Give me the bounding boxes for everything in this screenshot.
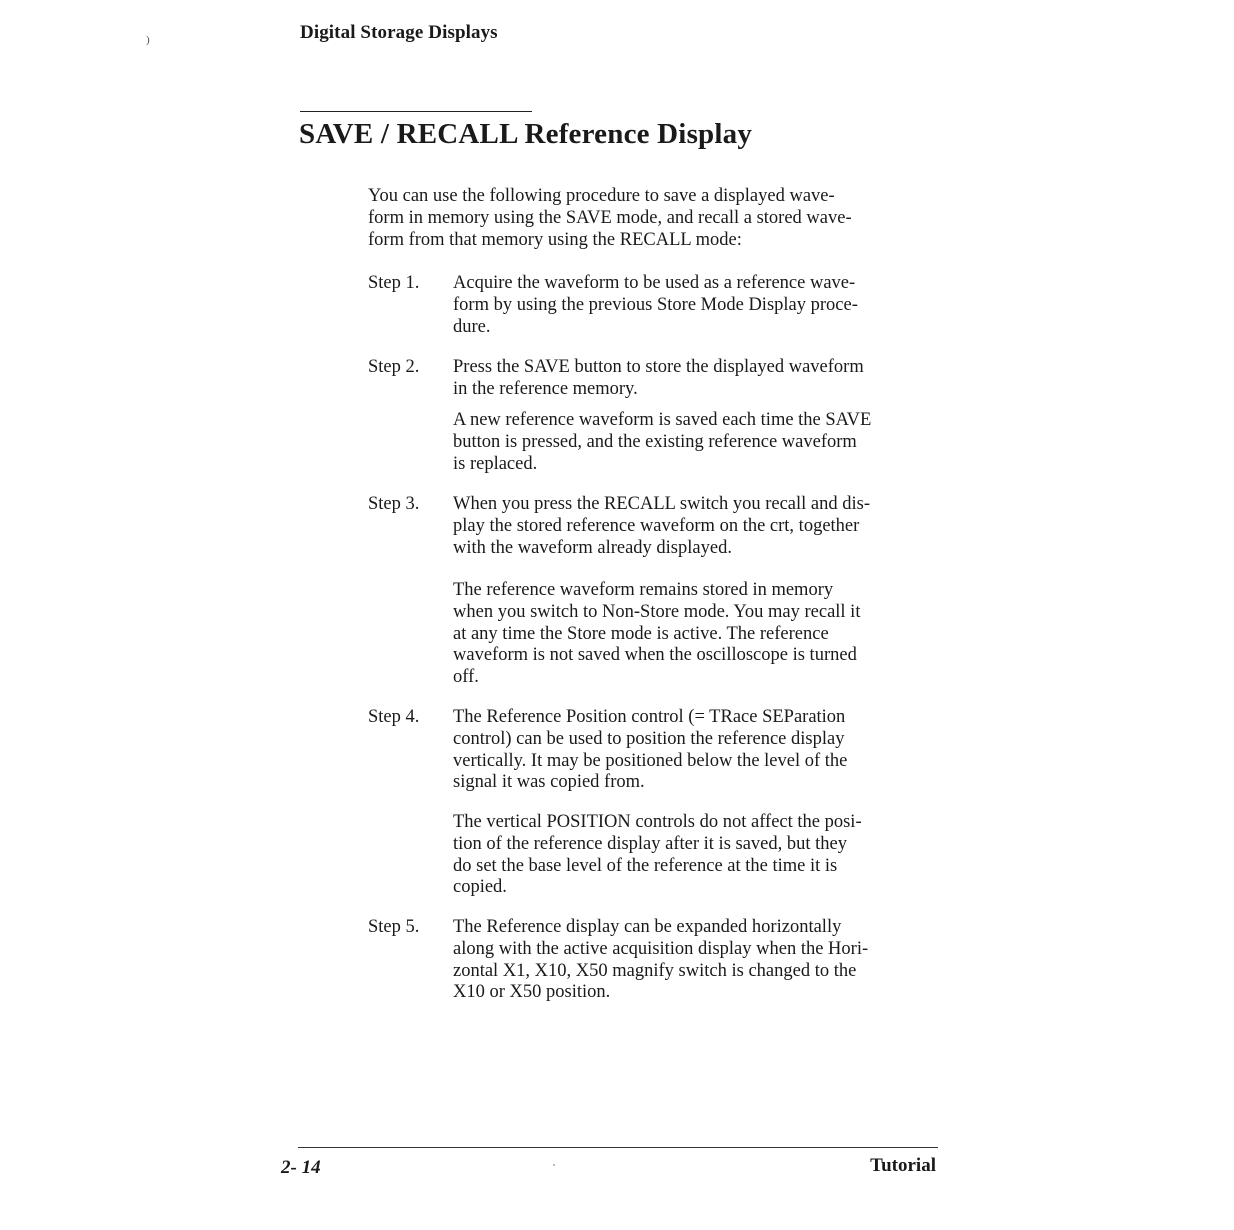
text-line: Acquire the waveform to be used as a reference wave- [453,273,856,293]
footer-title: Tutorial [870,1155,936,1176]
text-line: form by using the previous Store Mode Display proce- [453,294,858,315]
text-line: when you switch to Non-Store mode. You may recall it [453,601,861,622]
intro-line: form in memory using the SAVE mode, and recall a stored wave- [368,207,852,228]
step-2-label: Step 2. [368,357,420,377]
step-3-label: Step 3. [368,494,420,514]
intro-paragraph [368,186,936,251]
text-line: The vertical POSITION controls do not affect the posi- [453,812,862,832]
text-line: The reference waveform remains stored in memory [453,580,834,600]
footer-rule [298,1147,938,1148]
scan-mark: ) [146,34,150,46]
step-4-label: Step 4. [368,707,420,727]
step-2-paragraph-2 [453,410,943,475]
scan-speck [553,1164,555,1166]
intro-line: You can use the following procedure to save a displayed wave- [368,186,835,206]
text-line: play the stored reference waveform on the crt, together [453,515,860,536]
text-line: do set the base level of the reference at the time it is [453,855,838,876]
text-line: along with the active acquisition display when the Hori- [453,938,869,959]
text-line: in the reference memory. [453,378,638,399]
text-line: off. [453,667,479,688]
intro-line: form from that memory using the RECALL mode: [368,229,742,250]
running-head: Digital Storage Displays [300,22,498,43]
title-rule [300,111,532,112]
text-line: is replaced. [453,453,538,474]
step-1-paragraph-1 [453,273,943,338]
text-line: with the waveform already displayed. [453,537,732,558]
step-1-label: Step 1. [368,273,420,293]
step-4-paragraph-2 [453,812,943,899]
text-line: Press the SAVE button to store the displayed waveform [453,357,864,377]
text-line: A new reference waveform is saved each time the SAVE [453,410,872,430]
text-line: button is pressed, and the existing reference waveform [453,431,857,452]
text-line: The Reference display can be expanded horizontally [453,917,842,937]
text-line: waveform is not saved when the oscilloscope is turned [453,645,857,666]
text-line: zontal X1, X10, X50 magnify switch is changed to the [453,960,857,981]
text-line: When you press the RECALL switch you recall and dis- [453,494,871,514]
step-3-paragraph-1 [453,494,943,559]
text-line: tion of the reference display after it is saved, but they [453,833,848,854]
text-line: signal it was copied from. [453,772,645,793]
step-4-paragraph-1 [453,707,943,794]
step-5-label: Step 5. [368,917,420,937]
text-line: dure. [453,316,491,337]
text-line: at any time the Store mode is active. The reference [453,623,829,644]
text-line: vertically. It may be positioned below the level of the [453,750,848,771]
step-2-paragraph-1 [453,357,943,401]
text-line: copied. [453,877,507,898]
section-title: SAVE / RECALL Reference Display [299,118,753,150]
step-5-paragraph-1 [453,917,943,1004]
step-3-paragraph-2 [453,580,943,689]
text-line: control) can be used to position the reference display [453,728,845,749]
text-line: X10 or X50 position. [453,982,611,1003]
text-line: The Reference Position control (= TRace SEParation [453,707,846,727]
page-number: 2- 14 [281,1157,321,1178]
